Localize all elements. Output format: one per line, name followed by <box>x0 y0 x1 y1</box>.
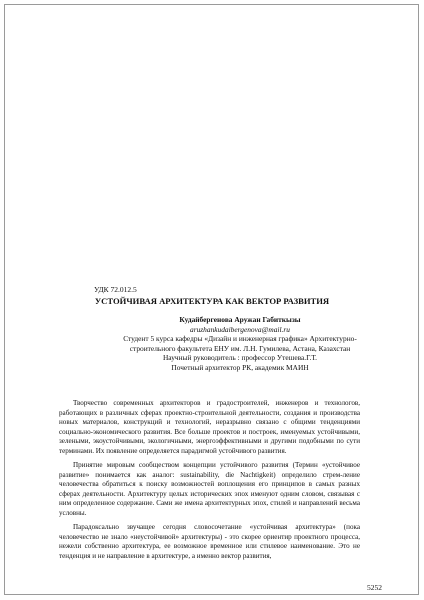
supervisor-line: Почетный архитектор РК, академик МАИН <box>171 362 309 372</box>
udc-code: УДК 72.012.5 <box>94 285 137 294</box>
body-paragraph: Принятие мировым сообществом концепции устойчивого развития (Термин «устойчивое развитие» понимается как аналог: sustainability, die Nachtigkeit) определило стрем-ление человечества обратиться к поиску возможностей воплощения его принципов в самых разных сферах деятельности. Архитектуру целых исторических эпох именуют одним словом, связывая с ним определенное содержание. Сами же имена архитектурных эпох, стилей и направлений весьма условны. <box>59 461 360 517</box>
author-email: aruzhankudaibergenova@mail.ru <box>190 324 290 334</box>
body-paragraph: Парадоксально звучащее сегодня словосочетание «устойчивая архитектура» (пока человечество не знало «неустойчивой» архитектуры) - это скорее ориентир проектного процесса, нежели собственно архитектура, ее возможное временное или стилевое наименование. Это не тенденция и не направление в архитектуре, а именно вектор развития, <box>59 523 360 560</box>
supervisor-line: Научный руководитель : профессор Утешева.Г.Т. <box>162 353 318 363</box>
author-name: Кудайбергенова Аружан Габиткызы <box>179 315 301 324</box>
body-paragraph: Творчество современных архитекторов и градостроителей, инженеров и технологов, работающих в различных сферах проектно-строительной деятельности, создания и производства новых материалов, конструкций и технологий, неразрывно связано с общими тенденциями социально-экономического развития. Все больше проектов и построек, именуемых устойчивыми, зелеными, экоустойчивыми, экологичными, энергоэффективными и другими подобными по сути терминами. Их появление определяется парадигмой устойчивого развития. <box>59 399 360 455</box>
author-block <box>90 315 390 373</box>
page-number: 5252 <box>367 583 382 592</box>
article-title: УСТОЙЧИВАЯ АРХИТЕКТУРА КАК ВЕКТОР РАЗВИТИЯ <box>94 296 330 306</box>
affiliation-line: строительного факультета ЕНУ им. Л.Н. Гумилева, Астана, Казахстан <box>129 343 351 353</box>
article-body <box>59 399 360 566</box>
affiliation-line: Студент 5 курса кафедры «Дизайн и инженерная графика» Архитектурно- <box>123 334 357 344</box>
